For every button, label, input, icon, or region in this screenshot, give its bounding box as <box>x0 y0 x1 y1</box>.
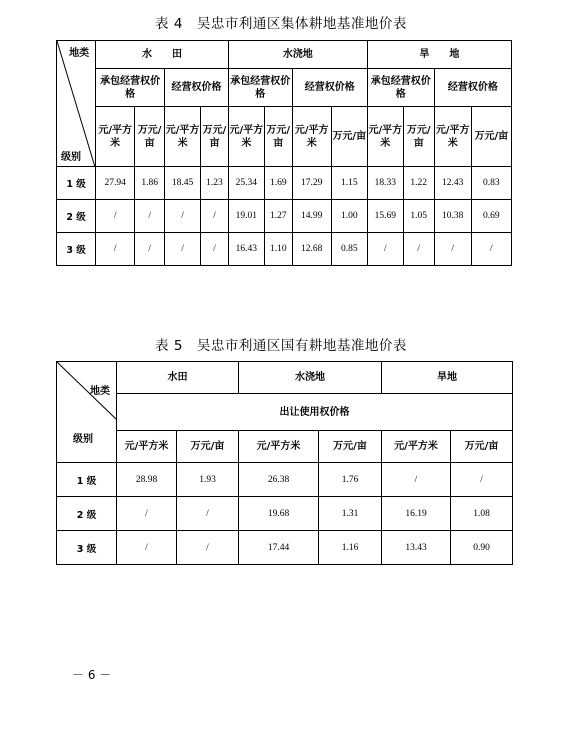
value-cell: 14.99 <box>292 200 331 233</box>
value-cell: 0.85 <box>331 233 367 266</box>
table5-title: 表 5 吴忠市利通区国有耕地基准地价表 <box>155 338 407 354</box>
unit-header: 元/平方米 <box>228 107 264 167</box>
value-cell: 1.86 <box>135 167 165 200</box>
value-cell: 1.08 <box>451 497 513 531</box>
price-type-header: 经营权价格 <box>292 69 367 107</box>
price-type-header: 承包经营权价 格 <box>367 69 434 107</box>
unit-header: 元/平方米 <box>96 107 135 167</box>
unit-header: 元/平方米 <box>117 431 177 463</box>
unit-header: 元/平方米 <box>434 107 471 167</box>
unit-header: 元/平方米 <box>292 107 331 167</box>
table-row <box>57 167 512 200</box>
value-cell: / <box>135 233 165 266</box>
value-cell: 13.43 <box>382 531 451 565</box>
value-cell: / <box>201 200 229 233</box>
land-type-header: 水浇地 <box>239 362 382 394</box>
level-cell: 1 级 <box>57 463 117 497</box>
value-cell: 12.43 <box>434 167 471 200</box>
price-type-header: 承包经营权价 格 <box>96 69 165 107</box>
value-cell: 1.16 <box>319 531 382 565</box>
value-cell: 0.90 <box>451 531 513 565</box>
table4-corner-cell <box>57 41 96 167</box>
price-type-header: 经营权价格 <box>165 69 229 107</box>
unit-header: 万元/亩 <box>201 107 229 167</box>
value-cell: / <box>165 233 201 266</box>
value-cell: 18.45 <box>165 167 201 200</box>
value-cell: / <box>165 200 201 233</box>
level-cell: 3 级 <box>57 531 117 565</box>
unit-header: 万元/亩 <box>264 107 292 167</box>
level-cell: 2 级 <box>57 497 117 531</box>
value-cell: 26.38 <box>239 463 319 497</box>
land-type-header: 水 田 <box>96 41 229 69</box>
unit-header: 元/平方米 <box>239 431 319 463</box>
corner-land-type: 地类 <box>90 386 110 397</box>
price-type-header: 承包经营权价 格 <box>228 69 292 107</box>
value-cell: / <box>403 233 434 266</box>
value-cell: 25.34 <box>228 167 264 200</box>
value-cell: 19.01 <box>228 200 264 233</box>
table4 <box>56 40 512 266</box>
land-type-header: 水浇地 <box>228 41 367 69</box>
value-cell: / <box>117 497 177 531</box>
land-type-header: 旱地 <box>382 362 513 394</box>
diagonal-line <box>57 362 117 463</box>
unit-header: 万元/亩 <box>471 107 511 167</box>
value-cell: 15.69 <box>367 200 403 233</box>
value-cell: / <box>117 531 177 565</box>
value-cell: 16.19 <box>382 497 451 531</box>
table-row <box>57 497 513 531</box>
value-cell: / <box>177 497 239 531</box>
corner-level: 级别 <box>61 152 81 163</box>
unit-header: 万元/亩 <box>319 431 382 463</box>
table-row <box>57 233 512 266</box>
value-cell: 28.98 <box>117 463 177 497</box>
unit-header: 万元/亩 <box>331 107 367 167</box>
value-cell: 16.43 <box>228 233 264 266</box>
value-cell: / <box>177 531 239 565</box>
table-row <box>57 531 513 565</box>
value-cell: / <box>434 233 471 266</box>
land-type-header: 旱 地 <box>367 41 511 69</box>
value-cell: / <box>201 233 229 266</box>
value-cell: 1.31 <box>319 497 382 531</box>
value-cell: 1.27 <box>264 200 292 233</box>
corner-land-type: 地类 <box>69 48 90 59</box>
land-type-header: 水田 <box>117 362 239 394</box>
value-cell: 0.69 <box>471 200 511 233</box>
price-type-header: 出让使用权价格 <box>117 394 513 431</box>
value-cell: / <box>451 463 513 497</box>
value-cell: / <box>135 200 165 233</box>
value-cell: 1.22 <box>403 167 434 200</box>
price-type-header: 经营权价格 <box>434 69 511 107</box>
value-cell: 1.10 <box>264 233 292 266</box>
table-row <box>57 463 513 497</box>
table-row <box>57 200 512 233</box>
unit-header: 万元/亩 <box>403 107 434 167</box>
value-cell: 17.44 <box>239 531 319 565</box>
level-cell: 2 级 <box>57 200 96 233</box>
unit-header: 万元/亩 <box>451 431 513 463</box>
level-cell: 3 级 <box>57 233 96 266</box>
unit-header: 万元/亩 <box>135 107 165 167</box>
unit-header: 元/平方米 <box>367 107 403 167</box>
value-cell: 1.05 <box>403 200 434 233</box>
page-number: － 6 － <box>72 668 112 682</box>
level-cell: 1 级 <box>57 167 96 200</box>
value-cell: 1.76 <box>319 463 382 497</box>
value-cell: / <box>96 233 135 266</box>
value-cell: 1.15 <box>331 167 367 200</box>
value-cell: 27.94 <box>96 167 135 200</box>
table5 <box>56 361 513 565</box>
value-cell: / <box>96 200 135 233</box>
value-cell: 1.93 <box>177 463 239 497</box>
value-cell: / <box>471 233 511 266</box>
table4-title: 表 4 吴忠市利通区集体耕地基准地价表 <box>155 16 407 32</box>
value-cell: / <box>367 233 403 266</box>
value-cell: 0.83 <box>471 167 511 200</box>
value-cell: 17.29 <box>292 167 331 200</box>
value-cell: 1.00 <box>331 200 367 233</box>
value-cell: 1.69 <box>264 167 292 200</box>
value-cell: 12.68 <box>292 233 331 266</box>
unit-header: 元/平方米 <box>382 431 451 463</box>
value-cell: / <box>382 463 451 497</box>
unit-header: 万元/亩 <box>177 431 239 463</box>
table5-corner-cell <box>57 362 117 463</box>
value-cell: 19.68 <box>239 497 319 531</box>
corner-level: 级别 <box>73 434 93 445</box>
unit-header: 元/平方米 <box>165 107 201 167</box>
value-cell: 1.23 <box>201 167 229 200</box>
value-cell: 10.38 <box>434 200 471 233</box>
value-cell: 18.33 <box>367 167 403 200</box>
